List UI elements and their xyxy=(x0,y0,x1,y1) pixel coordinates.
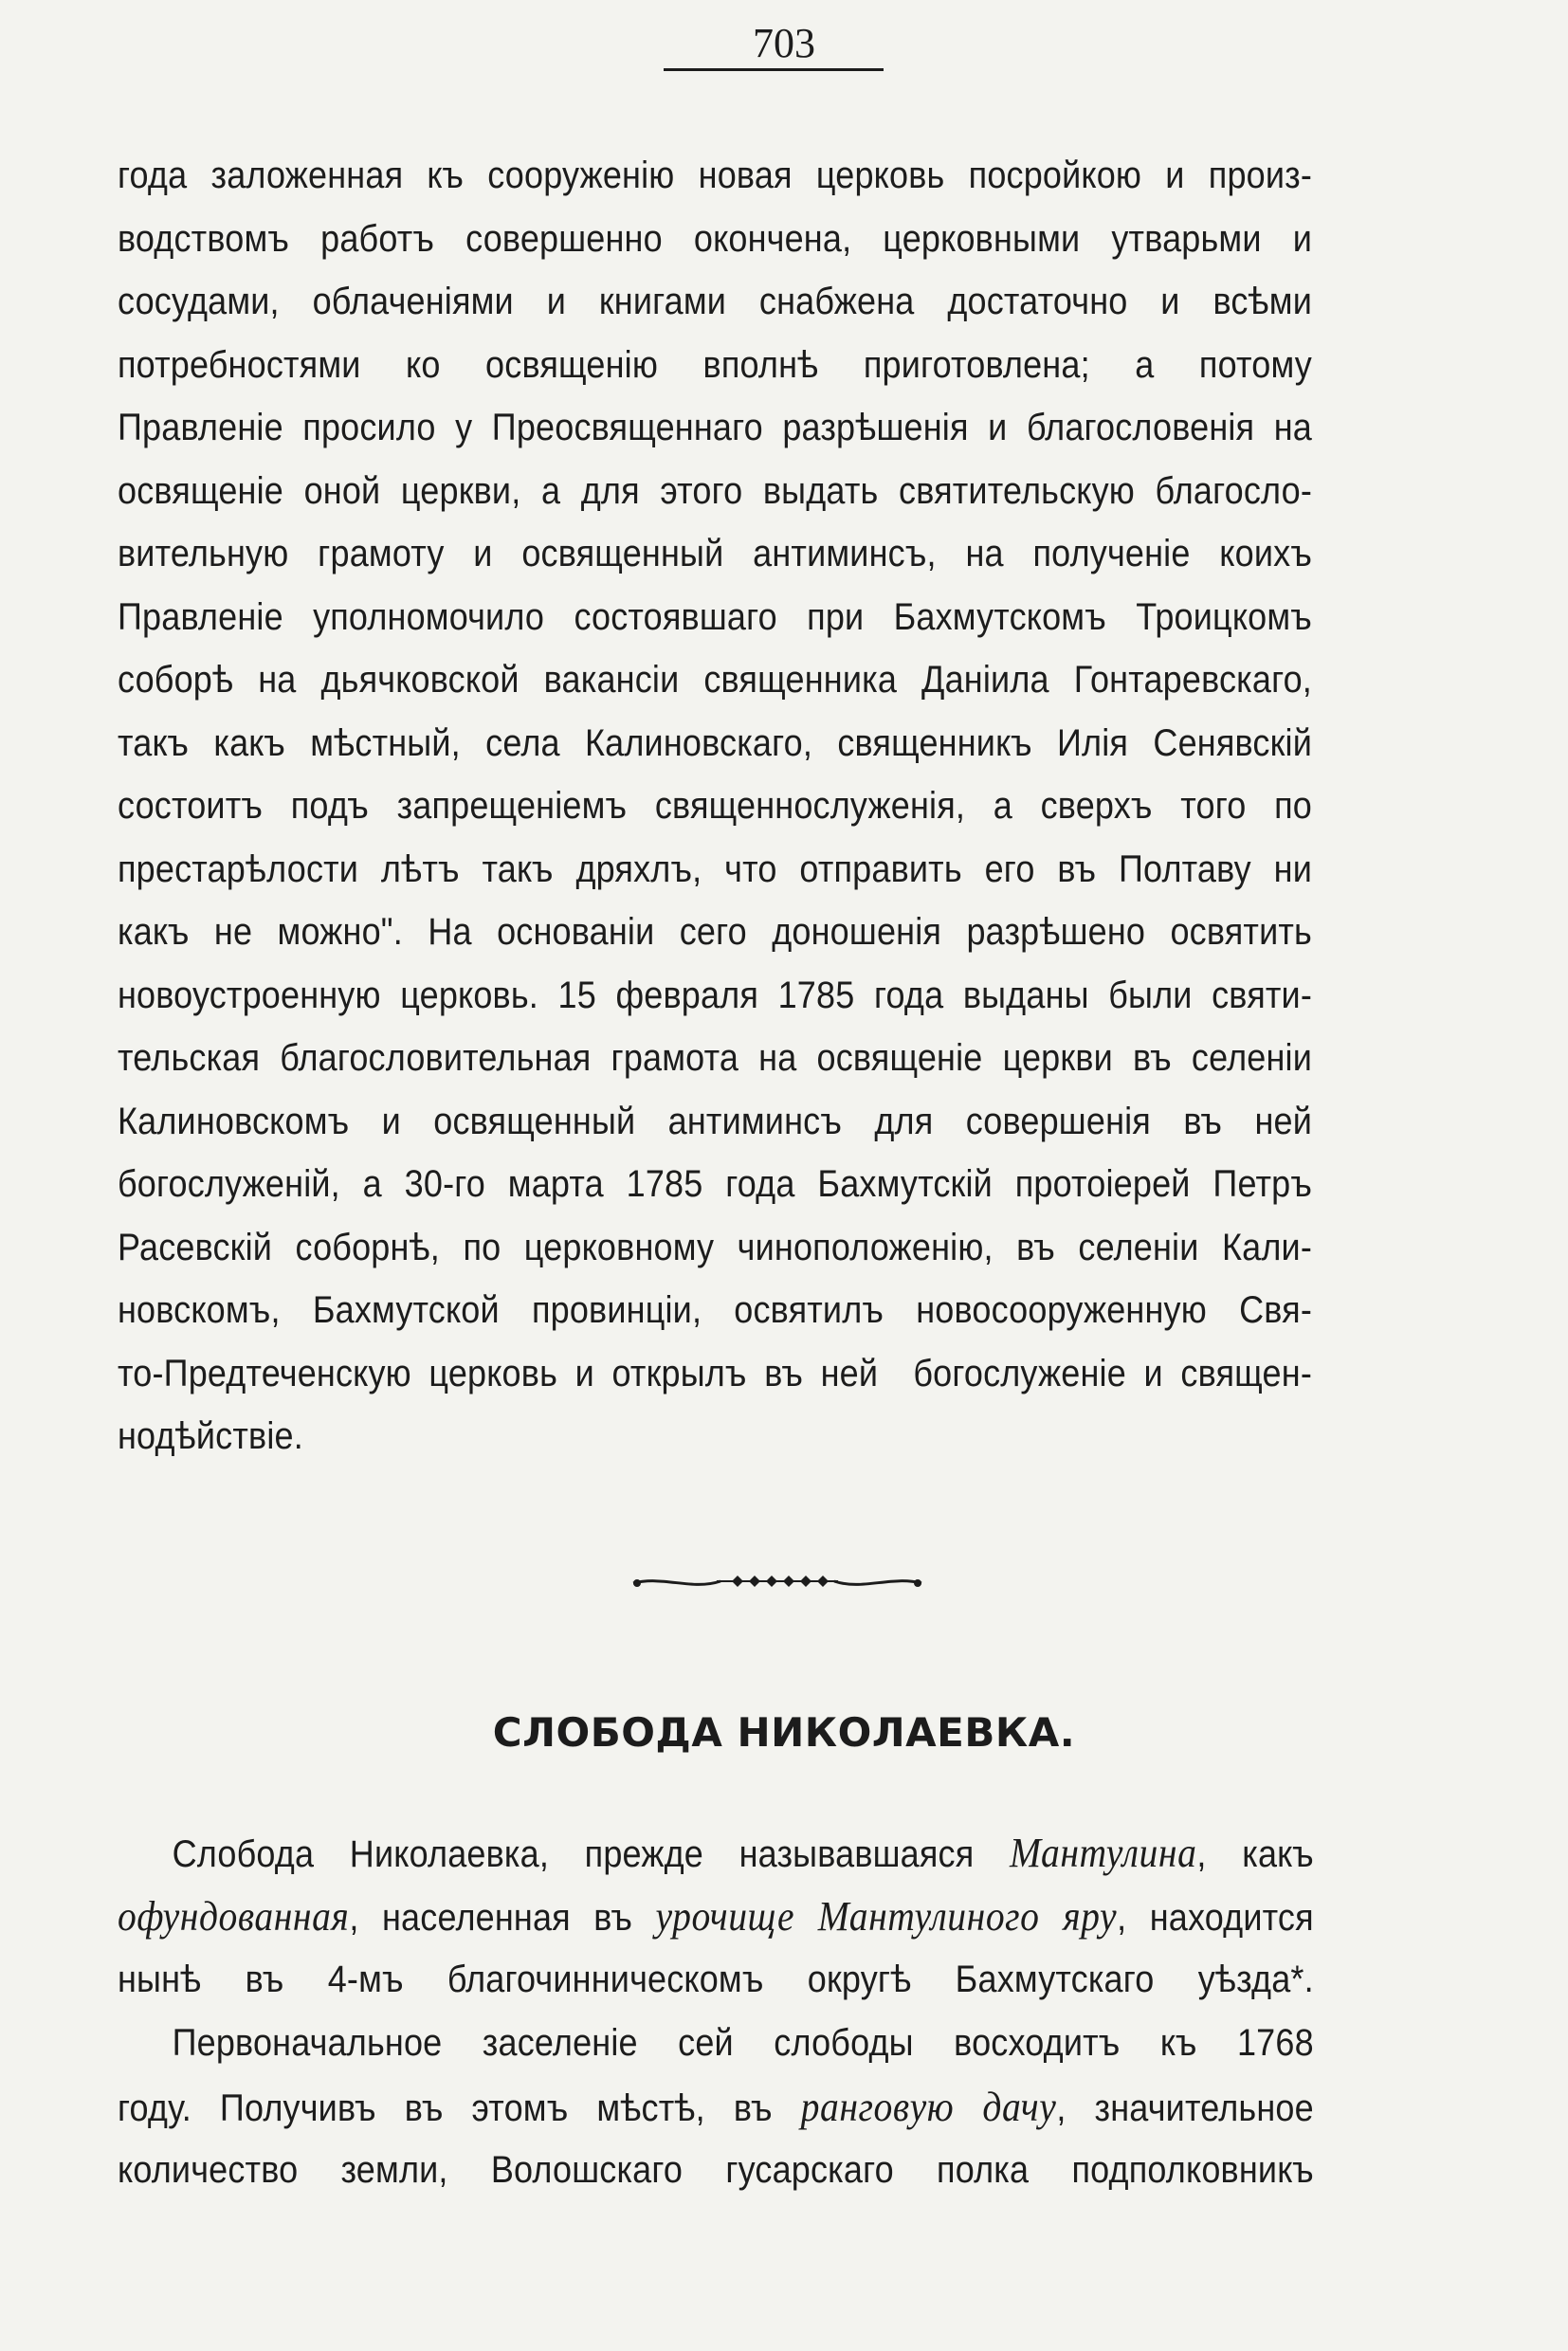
text-line: Расевскій соборнѣ, по церковному чиноположенію, въ селеніи Кали- xyxy=(118,1226,1312,1268)
italic-run: офундованная xyxy=(118,1893,350,1940)
text-line: то-Предтеченскую церковь и открылъ въ ней богослуженіе и священ- xyxy=(118,1352,1312,1394)
text-line xyxy=(118,2075,1314,2139)
text-line xyxy=(118,1821,1314,1885)
text-run: , находится xyxy=(1117,1897,1314,1939)
text-line: Первоначальное заселеніе сей слободы восходитъ къ 1768 xyxy=(172,2022,1314,2064)
italic-run: урочище Мантулиного яру xyxy=(655,1893,1118,1940)
text-line: сосудами, облаченіями и книгами снабжена достаточно и всѣми xyxy=(118,281,1312,322)
section-heading: СЛОБОДА НИКОЛАЕВКА. xyxy=(492,1709,1076,1756)
text-line: какъ не можно". На основаніи сего доношенія разрѣшено освятить xyxy=(118,911,1312,953)
text-line: освященіе оной церкви, а для этого выдать святительскую благосло- xyxy=(118,469,1312,512)
text-line: вительную грамоту и освященный антиминсъ, на полученіе коихъ xyxy=(118,533,1312,574)
text-line: новоустроенную церковь. 15 февраля 1785 года выданы были святи- xyxy=(118,974,1312,1016)
text-block-2 xyxy=(118,1821,1314,2202)
text-line: новскомъ, Бахмутской провинціи, освятилъ новосооруженную Свя- xyxy=(118,1289,1312,1331)
text-line: количество земли, Волошскаго гусарскаго полка подполковникъ xyxy=(118,2149,1314,2191)
ornament-divider xyxy=(626,1562,929,1600)
text-line: нодѣйствіе. xyxy=(118,1415,303,1457)
page-number-rule xyxy=(664,68,884,71)
text-line: тельская благословительная грамота на освященіе церкви въ селеніи xyxy=(118,1037,1312,1079)
text-line: состоитъ подъ запрещеніемъ священнослуженія, а сверхъ того по xyxy=(118,785,1312,827)
text-run: Слобода Николаевка, прежде называвшаяся xyxy=(172,1833,1011,1875)
text-line: года заложенная къ сооруженію новая церковь посройкою и произ- xyxy=(118,155,1312,196)
text-line: такъ какъ мѣстный, села Калиновскаго, священникъ Илія Сенявскій xyxy=(118,721,1312,764)
text-line: престарѣлости лѣтъ такъ дряхлъ, что отправить его въ Полтаву ни xyxy=(118,847,1312,890)
text-line: богослуженій, а 30-го марта 1785 года Бахмутскій протоіерей Петръ xyxy=(118,1163,1312,1205)
text-line: Правленіе просило у Преосвященнаго разрѣшенія и благословенія на xyxy=(118,407,1312,448)
text-run: году. Получивъ въ этомъ мѣстѣ, въ xyxy=(118,2087,801,2129)
text-line: потребностями ко освященію вполнѣ приготовлена; а потому xyxy=(118,343,1312,386)
text-run: , населенная въ xyxy=(349,1897,656,1939)
text-run: , значительное xyxy=(1056,2087,1314,2129)
text-line: Калиновскомъ и освященный антиминсъ для совершенія въ ней xyxy=(118,1100,1312,1142)
italic-run: Мантулина xyxy=(1010,1830,1197,1876)
page-number: 703 xyxy=(753,20,815,66)
text-line: соборѣ на дьячковской вакансіи священника Даніила Гонтаревскаго, xyxy=(118,659,1312,701)
text-line: водствомъ работъ совершенно окончена, церковными утварьми и xyxy=(118,217,1312,260)
text-line xyxy=(118,1885,1314,1948)
italic-run: ранговую дачу xyxy=(800,2084,1057,2130)
text-line: Правленіе уполномочило состоявшаго при Бахмутскомъ Троицкомъ xyxy=(118,595,1312,638)
text-run: , какъ xyxy=(1196,1833,1314,1875)
text-line: нынѣ въ 4-мъ благочинническомъ округѣ Бахмутскаго уѣзда*. xyxy=(118,1959,1314,2000)
text-block-1 xyxy=(118,144,1312,1468)
